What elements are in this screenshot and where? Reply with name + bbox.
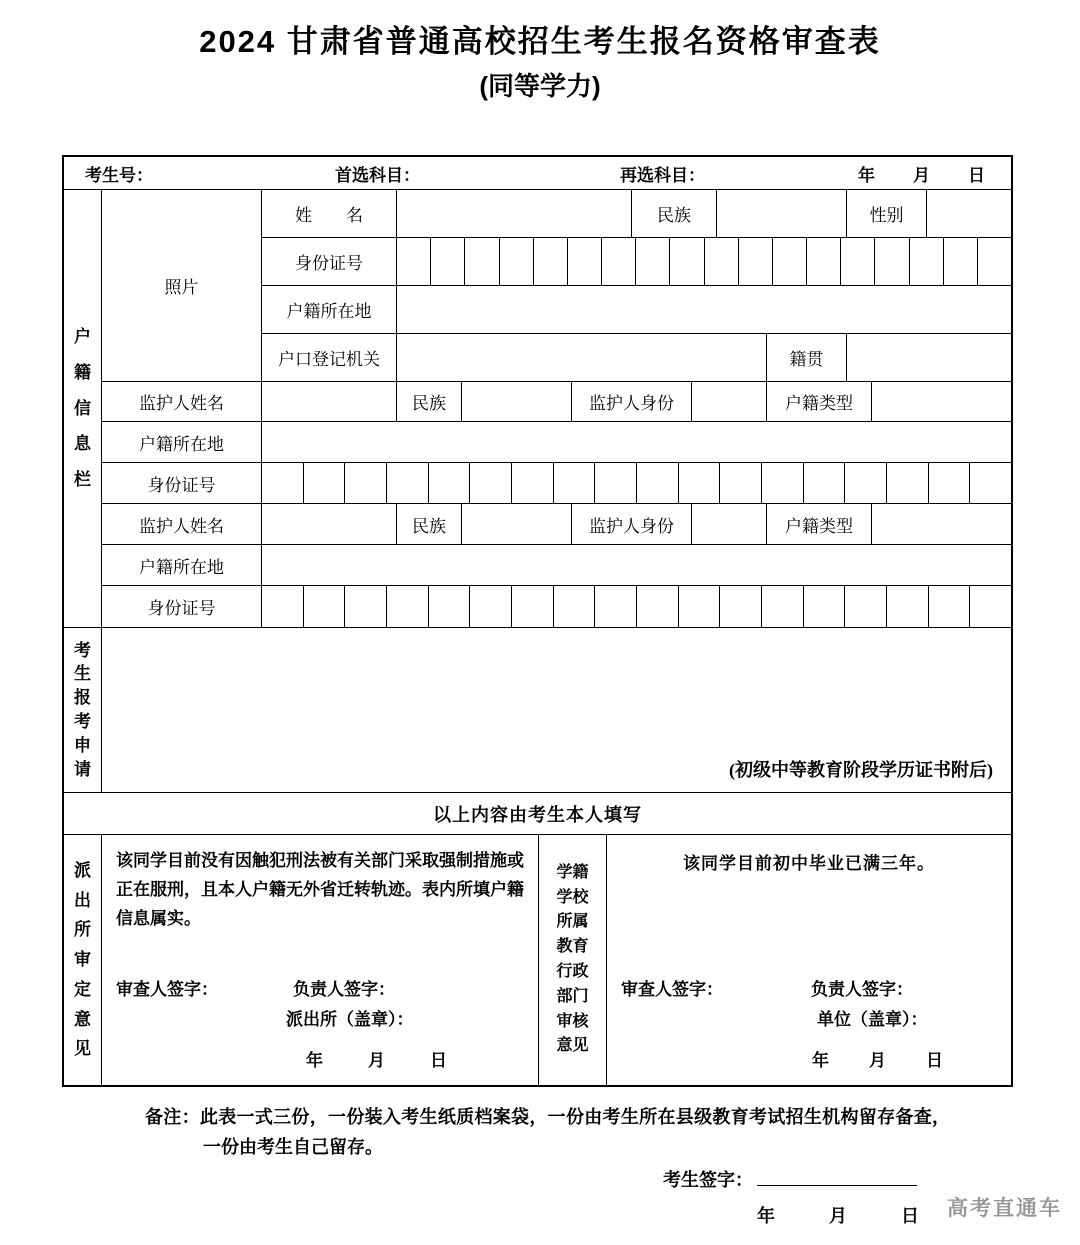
second-subject-label: 再选科目： [620, 165, 705, 185]
id-digit-cell[interactable] [762, 586, 804, 627]
id-digit-cell[interactable] [910, 238, 944, 285]
guardian2-ethnicity-label: 民族 [397, 504, 462, 544]
guardian2-identity-field[interactable] [692, 504, 767, 544]
police-seal-label[interactable]: 派出所（盖章）： [286, 1010, 414, 1029]
day-label: 日 [430, 1051, 447, 1070]
page-title: 2024 甘肃省普通高校招生考生报名资格审查表 [199, 24, 881, 59]
candidate-signature-field[interactable] [757, 1168, 917, 1186]
id-digit-cell[interactable] [470, 586, 512, 627]
registry-office-label: 户口登记机关 [262, 334, 397, 381]
id-digit-cell[interactable] [637, 586, 679, 627]
id-digit-cell[interactable] [845, 586, 887, 627]
id-number-label: 身份证号 [262, 238, 397, 285]
attachment-note: (初级中等教育阶段学历证书附后) [729, 760, 993, 780]
year-label: 年 [812, 1051, 829, 1070]
id-digit-cell[interactable] [970, 586, 1011, 627]
guardian1-residence-field[interactable] [262, 422, 1011, 462]
photo-cell[interactable]: 照片 [102, 190, 262, 381]
registry-office-row [262, 334, 1011, 381]
id-digit-cell[interactable] [929, 463, 971, 503]
day-label: 日 [926, 1051, 943, 1070]
id-digit-cell[interactable] [397, 238, 431, 285]
id-digit-cell[interactable] [875, 238, 909, 285]
guardian1-household-type-field[interactable] [872, 382, 1011, 422]
fill-notice-row [64, 793, 1011, 835]
month-label: 月 [368, 1051, 385, 1070]
id-digit-cell[interactable] [679, 463, 721, 503]
application-strip-label: 考生报考申请 [73, 640, 91, 779]
id-digit-cell[interactable] [568, 238, 602, 285]
page-subtitle: (同等学力) [479, 71, 601, 101]
first-subject-label: 首选科目： [335, 165, 420, 185]
photo-subsection [102, 190, 1011, 382]
edu-strip-label: 学籍学校所属教育行政部门审核意见 [556, 863, 589, 1055]
day-label: 日 [968, 165, 985, 185]
hukou-strip-label: 户籍信息栏 [73, 327, 91, 490]
name-label: 姓 名 [262, 190, 397, 237]
application-strip [64, 628, 102, 792]
guardian2-household-type-field[interactable] [872, 504, 1011, 544]
police-strip-label: 派出所审定意见 [73, 860, 91, 1059]
id-digit-cell[interactable] [431, 238, 465, 285]
hukou-content [102, 190, 1011, 627]
id-digit-cell[interactable] [595, 586, 637, 627]
fill-notice-label: 以上内容由考生本人填写 [433, 804, 642, 825]
id-digit-cell[interactable] [554, 463, 596, 503]
id-digit-cell[interactable] [807, 238, 841, 285]
id-digit-cell[interactable] [602, 238, 636, 285]
guardian2-identity-label: 监护人身份 [572, 504, 692, 544]
day-label: 日 [901, 1206, 919, 1226]
id-digit-cell[interactable] [929, 586, 971, 627]
id-digit-cell[interactable] [465, 238, 499, 285]
guardian1-name-label: 监护人姓名 [102, 382, 262, 422]
name-field[interactable] [397, 190, 632, 237]
guardian2-id-cells [262, 586, 1011, 627]
guardian2-ethnicity-field[interactable] [462, 504, 572, 544]
id-number-cells [397, 238, 1011, 285]
id-digit-cell[interactable] [978, 238, 1011, 285]
edu-responsible-sign-label[interactable]: 负责人签字： [811, 980, 913, 999]
id-digit-cell[interactable] [804, 586, 846, 627]
guardian1-row [102, 382, 1011, 423]
id-digit-cell[interactable] [554, 586, 596, 627]
id-digit-cell[interactable] [720, 463, 762, 503]
guardian1-ethnicity-field[interactable] [462, 382, 572, 422]
guardian1-residence-label: 户籍所在地 [102, 422, 262, 462]
id-digit-cell[interactable] [304, 463, 346, 503]
guardian2-name-field[interactable] [262, 504, 397, 544]
police-responsible-sign-label[interactable]: 负责人签字： [293, 980, 395, 999]
candidate-signature-row [663, 1166, 917, 1192]
guardian2-row [102, 504, 1011, 545]
application-field[interactable] [102, 628, 1011, 792]
edu-statement: 该同学目前初中毕业已满三年。 [683, 854, 935, 873]
year-label: 年 [757, 1206, 775, 1226]
id-digit-cell[interactable] [944, 238, 978, 285]
id-digit-cell[interactable] [679, 586, 721, 627]
ethnicity-field[interactable] [717, 190, 847, 237]
id-digit-cell[interactable] [670, 238, 704, 285]
id-digit-cell[interactable] [534, 238, 568, 285]
id-digit-cell[interactable] [500, 238, 534, 285]
hukou-strip [64, 190, 102, 627]
id-digit-cell[interactable] [739, 238, 773, 285]
id-number-row [262, 238, 1011, 286]
edu-review-box [607, 835, 1011, 1085]
year-label: 年 [858, 165, 875, 185]
month-label: 月 [869, 1051, 886, 1070]
id-digit-cell[interactable] [705, 238, 739, 285]
gender-label: 性别 [847, 190, 927, 237]
guardian1-identity-field[interactable] [692, 382, 767, 422]
gender-field[interactable] [927, 190, 1011, 237]
id-digit-cell[interactable] [262, 463, 304, 503]
id-digit-cell[interactable] [804, 463, 846, 503]
guardian1-id-cells [262, 463, 1011, 503]
watermark: 高考直通车 [947, 1197, 1062, 1220]
guardian1-id-label: 身份证号 [102, 463, 262, 503]
guardian1-residence-row [102, 422, 1011, 463]
month-label: 月 [913, 165, 930, 185]
remark-note: 备注：此表一式三份，一份装入考生纸质档案袋，一份由考生所在县级教育考试招生机构留存备查，一份由考生自己留存。 [145, 1107, 950, 1157]
candidate-number-label: 考生号： [85, 165, 153, 185]
guardian1-ethnicity-label: 民族 [397, 382, 462, 422]
id-digit-cell[interactable] [345, 463, 387, 503]
police-strip [64, 835, 102, 1085]
id-digit-cell[interactable] [887, 463, 929, 503]
hukou-section [64, 190, 1011, 628]
id-digit-cell[interactable] [470, 463, 512, 503]
guardian1-identity-label: 监护人身份 [572, 382, 692, 422]
edu-signature-row [621, 975, 997, 1000]
form-table [62, 155, 1013, 1087]
id-digit-cell[interactable] [387, 463, 429, 503]
id-digit-cell[interactable] [720, 586, 762, 627]
id-digit-cell[interactable] [636, 238, 670, 285]
id-digit-cell[interactable] [429, 463, 471, 503]
id-digit-cell[interactable] [887, 586, 929, 627]
review-section [64, 835, 1011, 1085]
table-header-row [64, 157, 1011, 190]
ethnicity-label: 民族 [632, 190, 717, 237]
id-digit-cell[interactable] [970, 463, 1011, 503]
year-label: 年 [306, 1051, 323, 1070]
id-digit-cell[interactable] [345, 586, 387, 627]
guardian1-name-field[interactable] [262, 382, 397, 422]
residence-label: 户籍所在地 [262, 286, 397, 333]
id-digit-cell[interactable] [841, 238, 875, 285]
police-statement: 该同学目前没有因触犯刑法被有关部门采取强制措施或正在服刑，且本人户籍无外省迁转轨迹。表内所填户籍信息属实。 [116, 851, 524, 928]
id-digit-cell[interactable] [512, 463, 554, 503]
edu-strip [539, 835, 607, 1085]
guardian2-residence-label: 户籍所在地 [102, 545, 262, 585]
month-label: 月 [829, 1206, 847, 1226]
footer-date [757, 1202, 919, 1228]
name-row [262, 190, 1011, 238]
candidate-sign-label: 考生签字： [663, 1170, 753, 1190]
guardian2-household-type-label: 户籍类型 [767, 504, 872, 544]
unit-seal-label[interactable]: 单位（盖章）： [817, 1010, 928, 1029]
guardian2-id-row [102, 586, 1011, 627]
id-digit-cell[interactable] [773, 238, 807, 285]
id-digit-cell[interactable] [637, 463, 679, 503]
guardian1-household-type-label: 户籍类型 [767, 382, 872, 422]
police-review-box [102, 835, 539, 1085]
edu-date [812, 1046, 997, 1071]
edu-reviewer-sign-label[interactable]: 审查人签字： [621, 980, 723, 999]
id-digit-cell[interactable] [512, 586, 554, 627]
id-digit-cell[interactable] [845, 463, 887, 503]
native-place-label: 籍贯 [767, 334, 847, 381]
police-signature-row [116, 975, 524, 1000]
registry-office-field[interactable] [397, 334, 767, 381]
id-digit-cell[interactable] [304, 586, 346, 627]
id-digit-cell[interactable] [429, 586, 471, 627]
police-date [306, 1046, 524, 1071]
guardian2-residence-row [102, 545, 1011, 586]
guardian1-id-row [102, 463, 1011, 504]
photo-side-rows [262, 190, 1011, 381]
guardian2-id-label: 身份证号 [102, 586, 262, 627]
guardian2-residence-field[interactable] [262, 545, 1011, 585]
native-place-field[interactable] [847, 334, 1011, 381]
residence-row [262, 286, 1011, 334]
police-reviewer-sign-label[interactable]: 审查人签字： [116, 980, 218, 999]
application-section [64, 628, 1011, 793]
id-digit-cell[interactable] [762, 463, 804, 503]
residence-field[interactable] [397, 286, 1011, 333]
id-digit-cell[interactable] [387, 586, 429, 627]
id-digit-cell[interactable] [262, 586, 304, 627]
guardian2-name-label: 监护人姓名 [102, 504, 262, 544]
header-date [858, 161, 985, 186]
id-digit-cell[interactable] [595, 463, 637, 503]
